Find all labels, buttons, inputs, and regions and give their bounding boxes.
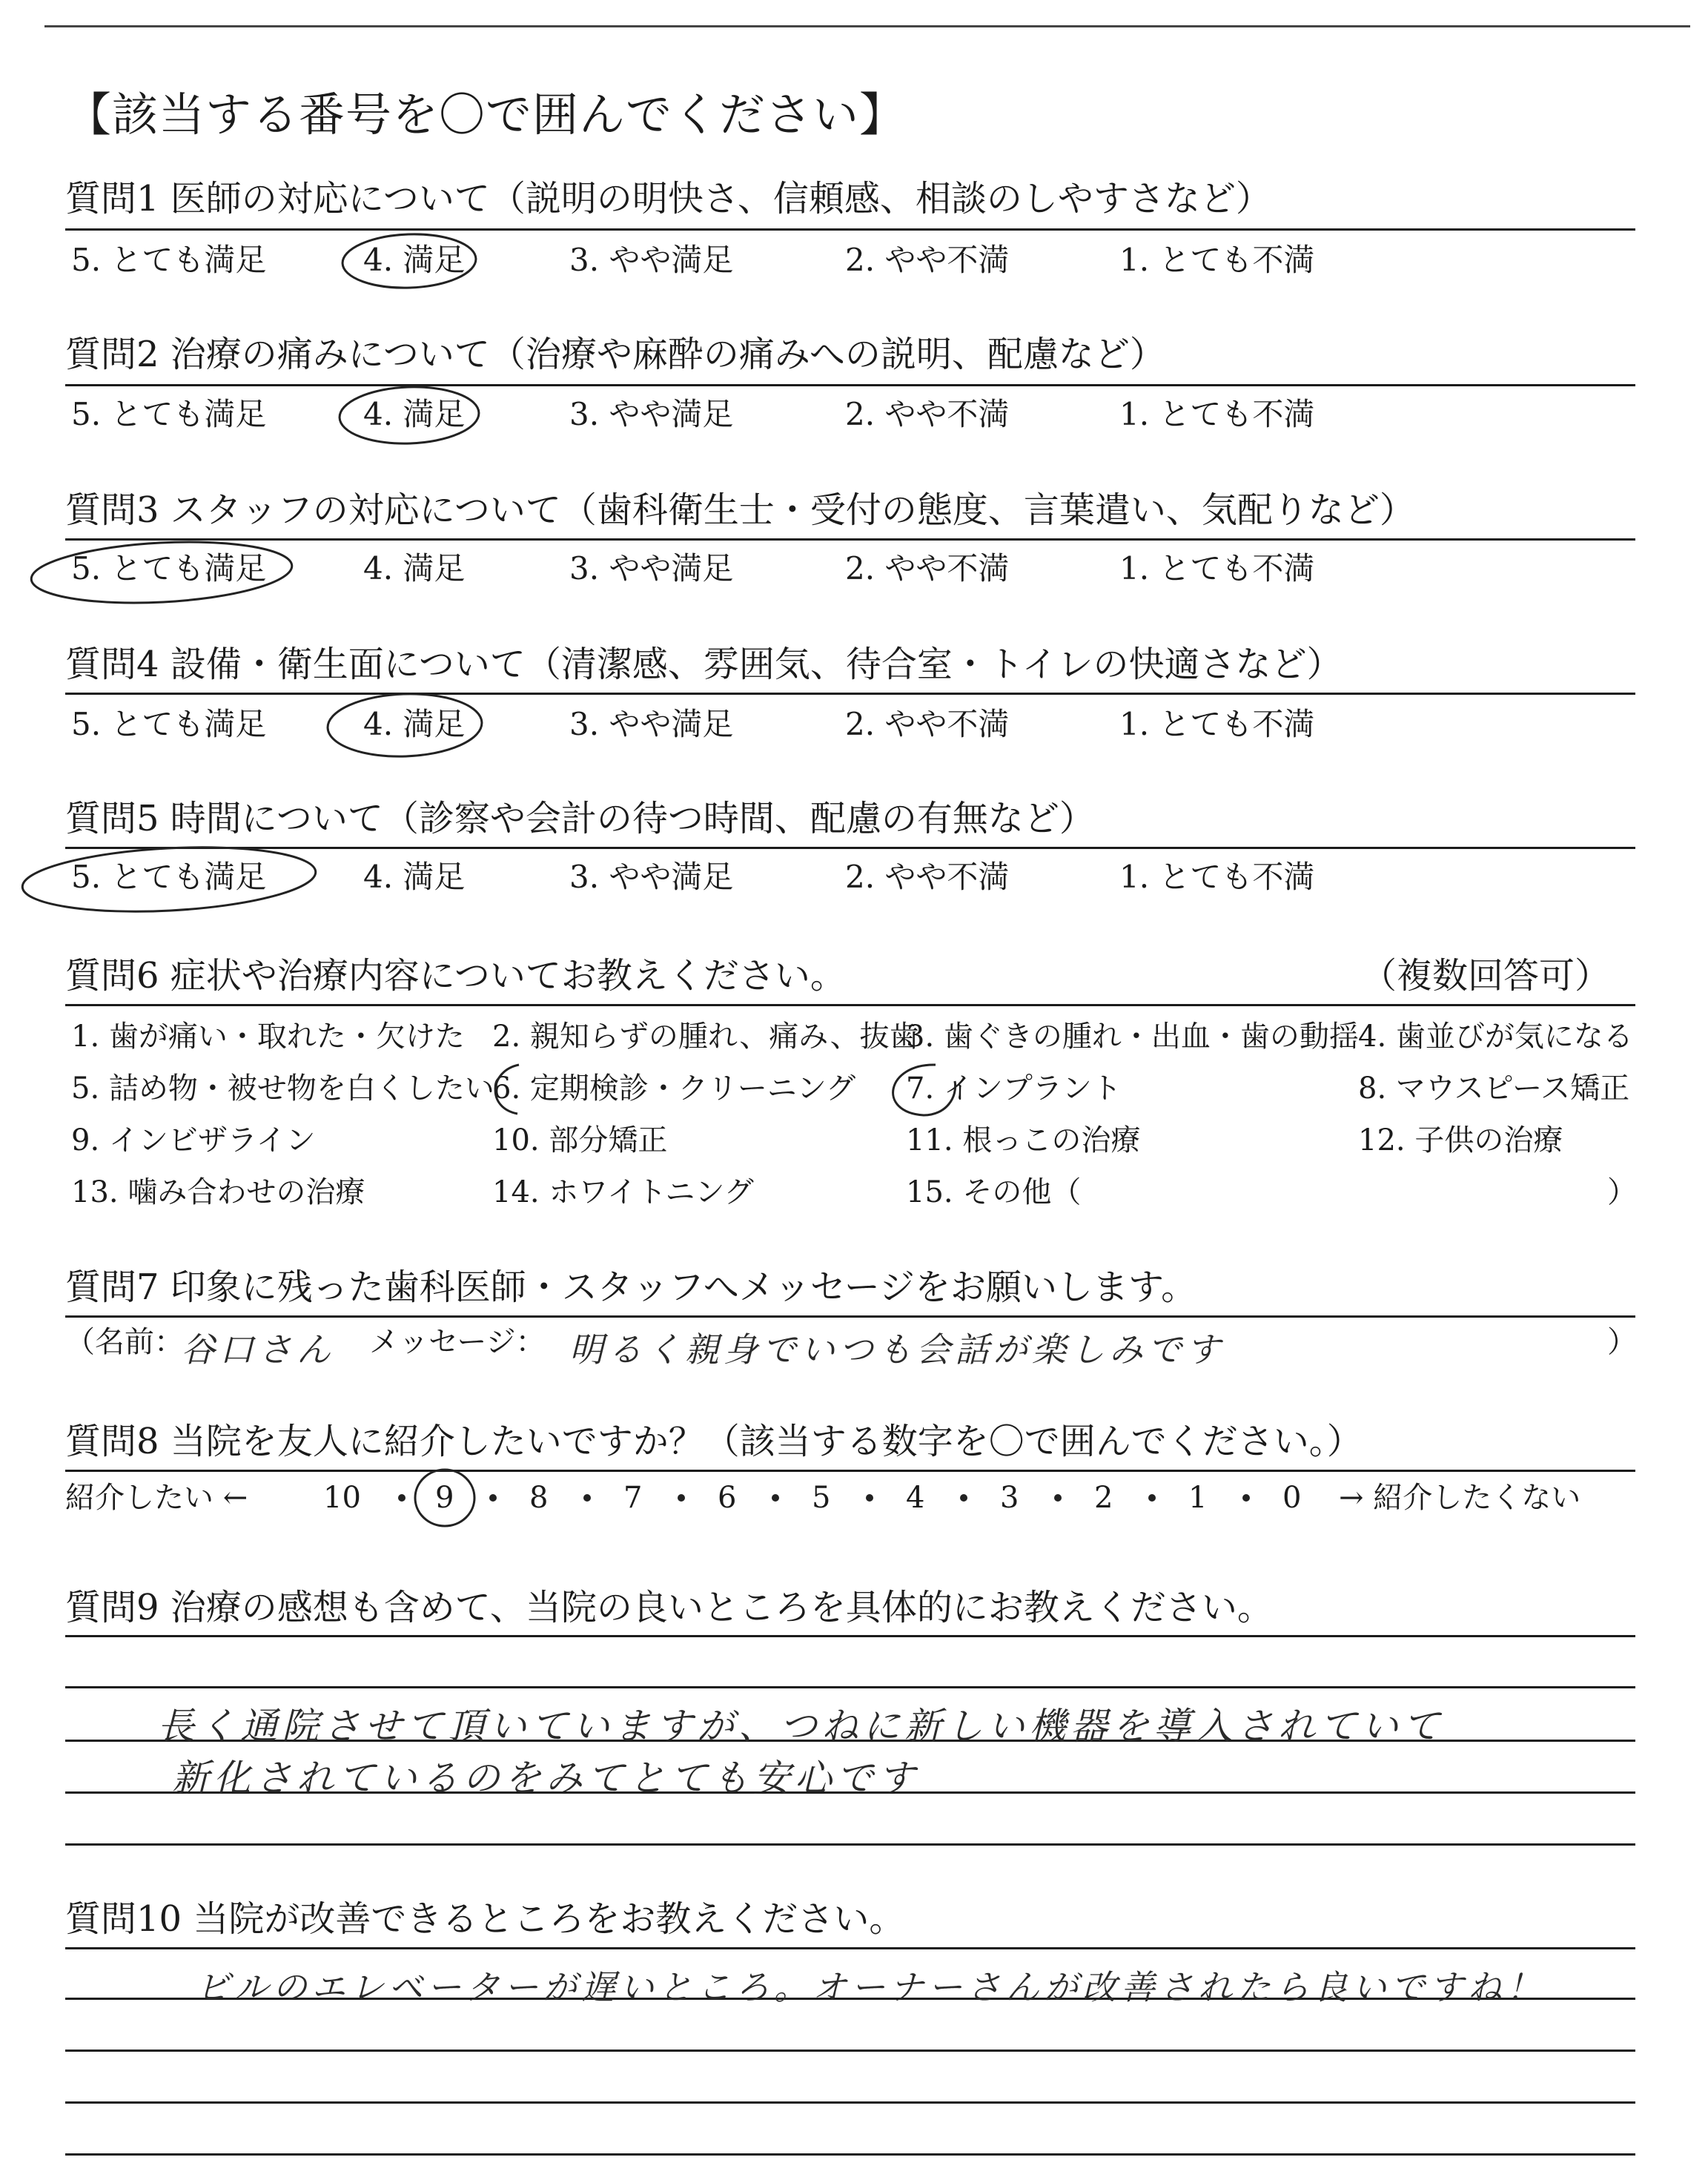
name-label: （名前： xyxy=(65,1325,184,1359)
q4-option-5[interactable]: 5. とても満足 xyxy=(71,706,267,742)
scale-8[interactable]: 8 xyxy=(529,1481,549,1515)
scale-6[interactable]: 6 xyxy=(718,1481,737,1515)
q6-option-5[interactable]: 5. 詰め物・被せ物を白くしたい xyxy=(71,1071,494,1106)
q2-option-2[interactable]: 2. やや不満 xyxy=(845,396,1010,432)
q4-option-2[interactable]: 2. やや不満 xyxy=(845,706,1010,742)
q1-option-3[interactable]: 3. やや満足 xyxy=(569,242,734,278)
q6-option-7[interactable]: 7. インプラント xyxy=(906,1071,1122,1106)
q3-option-3[interactable]: 3. やや満足 xyxy=(569,550,734,587)
q5-option-5[interactable]: 5. とても満足 xyxy=(71,859,267,895)
q9-answer-line-2[interactable]: 新化されているのをみてとても安心です xyxy=(172,1757,919,1800)
question-2-label: 質問2 治療の痛みについて（治療や麻酔の痛みへの説明、配慮など） xyxy=(65,334,1165,375)
q5-option-2[interactable]: 2. やや不満 xyxy=(845,859,1010,895)
question-7-label: 質問7 印象に残った歯科医師・スタッフへメッセージをお願いします。 xyxy=(65,1266,1197,1308)
scale-dot xyxy=(866,1494,873,1502)
q4-option-1[interactable]: 1. とても不満 xyxy=(1119,706,1315,742)
question-8-label: 質問8 当院を友人に紹介したいですか？（該当する数字を〇で囲んでください。） xyxy=(65,1421,1363,1462)
message-label: メッセージ： xyxy=(369,1325,546,1359)
q3-option-2[interactable]: 2. やや不満 xyxy=(845,550,1010,587)
scale-5[interactable]: 5 xyxy=(812,1481,831,1515)
question-6-label: 質問6 症状や治療内容についてお教えください。 xyxy=(65,955,846,997)
scale-dot xyxy=(772,1494,779,1502)
q2-option-3[interactable]: 3. やや満足 xyxy=(569,396,734,432)
scale-dot xyxy=(398,1494,406,1502)
name-field[interactable]: 谷口さん xyxy=(181,1330,335,1370)
q6-option-4[interactable]: 4. 歯並びが気になる xyxy=(1358,1020,1633,1054)
q5-selected-circle xyxy=(21,841,317,919)
q8-selected-circle xyxy=(415,1470,474,1526)
scale-dot xyxy=(1242,1494,1250,1502)
q9-answer-line-1[interactable]: 長く通院させて頂いていますが、つねに新しい機器を導入されていて xyxy=(157,1705,1444,1748)
q3-option-4[interactable]: 4. 満足 xyxy=(363,550,466,587)
scale-dot xyxy=(1148,1494,1156,1502)
question-1-label: 質問1 医師の対応について（説明の明快さ、信頼感、相談のしやすさなど） xyxy=(65,178,1271,219)
q2-selected-circle xyxy=(339,385,480,446)
question-6-note: （複数回答可） xyxy=(1361,955,1611,997)
q6-option-6-circle xyxy=(495,1065,519,1114)
q6-option-10[interactable]: 10. 部分矯正 xyxy=(492,1123,668,1157)
q6-option-15-close: ） xyxy=(1607,1175,1637,1209)
q4-selected-circle xyxy=(327,691,483,759)
q2-option-1[interactable]: 1. とても不満 xyxy=(1119,396,1315,432)
q6-option-6[interactable]: 6. 定期検診・クリーニング xyxy=(492,1071,856,1106)
q5-option-4[interactable]: 4. 満足 xyxy=(363,859,466,895)
q6-option-7-circle xyxy=(893,1065,956,1115)
q3-option-1[interactable]: 1. とても不満 xyxy=(1119,550,1315,587)
q10-answer[interactable]: ビルのエレベーターが遅いところ。オーナーさんが改善されたら良いですね！ xyxy=(196,1967,1545,2007)
question-9-label: 質問9 治療の感想も含めて、当院の良いところを具体的にお教えください。 xyxy=(65,1587,1273,1628)
scale-10[interactable]: 10 xyxy=(323,1481,361,1515)
q2-option-5[interactable]: 5. とても満足 xyxy=(71,396,267,432)
q3-option-5[interactable]: 5. とても満足 xyxy=(71,550,267,587)
q6-option-15[interactable]: 15. その他（ xyxy=(906,1175,1082,1209)
q6-option-14[interactable]: 14. ホワイトニング xyxy=(492,1175,754,1209)
scale-3[interactable]: 3 xyxy=(1000,1481,1019,1515)
q1-option-1[interactable]: 1. とても不満 xyxy=(1119,242,1315,278)
scale-right-label: → 紹介したくない xyxy=(1339,1481,1581,1515)
question-10-label: 質問10 当院が改善できるところをお教えください。 xyxy=(65,1898,905,1940)
page-title: 【該当する番号を〇で囲んでください】 xyxy=(65,87,907,142)
q2-option-4[interactable]: 4. 満足 xyxy=(363,396,466,432)
message-close: ） xyxy=(1607,1325,1637,1359)
scale-dot xyxy=(583,1494,591,1502)
scale-2[interactable]: 2 xyxy=(1094,1481,1113,1515)
q4-option-3[interactable]: 3. やや満足 xyxy=(569,706,734,742)
q5-option-3[interactable]: 3. やや満足 xyxy=(569,859,734,895)
question-3-label: 質問3 スタッフの対応について（歯科衛生士・受付の態度、言葉遣い、気配りなど） xyxy=(65,489,1415,531)
q6-option-8[interactable]: 8. マウスピース矯正 xyxy=(1358,1071,1630,1106)
scale-dot xyxy=(678,1494,685,1502)
scale-0[interactable]: 0 xyxy=(1282,1481,1302,1515)
q6-option-3[interactable]: 3. 歯ぐきの腫れ・出血・歯の動揺 xyxy=(906,1020,1359,1054)
scale-left-label: 紹介したい ← xyxy=(65,1481,248,1515)
question-5-label: 質問5 時間について（診察や会計の待つ時間、配慮の有無など） xyxy=(65,798,1095,839)
scale-dot xyxy=(960,1494,967,1502)
q5-option-1[interactable]: 1. とても不満 xyxy=(1119,859,1315,895)
scale-dot xyxy=(1054,1494,1062,1502)
message-field[interactable]: 明るく親身でいつも会話が楽しみです xyxy=(569,1330,1225,1370)
scale-4[interactable]: 4 xyxy=(906,1481,925,1515)
q6-option-11[interactable]: 11. 根っこの治療 xyxy=(906,1123,1141,1157)
scale-7[interactable]: 7 xyxy=(623,1481,643,1515)
q6-option-13[interactable]: 13. 噛み合わせの治療 xyxy=(71,1175,365,1209)
q6-option-2[interactable]: 2. 親知らずの腫れ、痛み、抜歯 xyxy=(492,1020,919,1054)
q4-option-4[interactable]: 4. 満足 xyxy=(363,706,466,742)
q6-option-9[interactable]: 9. インビザライン xyxy=(71,1123,316,1157)
q1-selected-circle xyxy=(342,232,477,290)
scale-9[interactable]: 9 xyxy=(435,1481,454,1515)
q1-option-5[interactable]: 5. とても満足 xyxy=(71,242,267,278)
q1-option-2[interactable]: 2. やや不満 xyxy=(845,242,1010,278)
q3-selected-circle xyxy=(30,536,294,609)
q1-option-4[interactable]: 4. 満足 xyxy=(363,242,466,278)
scale-1[interactable]: 1 xyxy=(1188,1481,1208,1515)
question-4-label: 質問4 設備・衛生面について（清潔感、雰囲気、待合室・トイレの快適さなど） xyxy=(65,644,1343,685)
scale-dot xyxy=(489,1494,497,1502)
q6-option-1[interactable]: 1. 歯が痛い・取れた・欠けた xyxy=(71,1020,465,1054)
q6-option-12[interactable]: 12. 子供の治療 xyxy=(1358,1123,1563,1157)
